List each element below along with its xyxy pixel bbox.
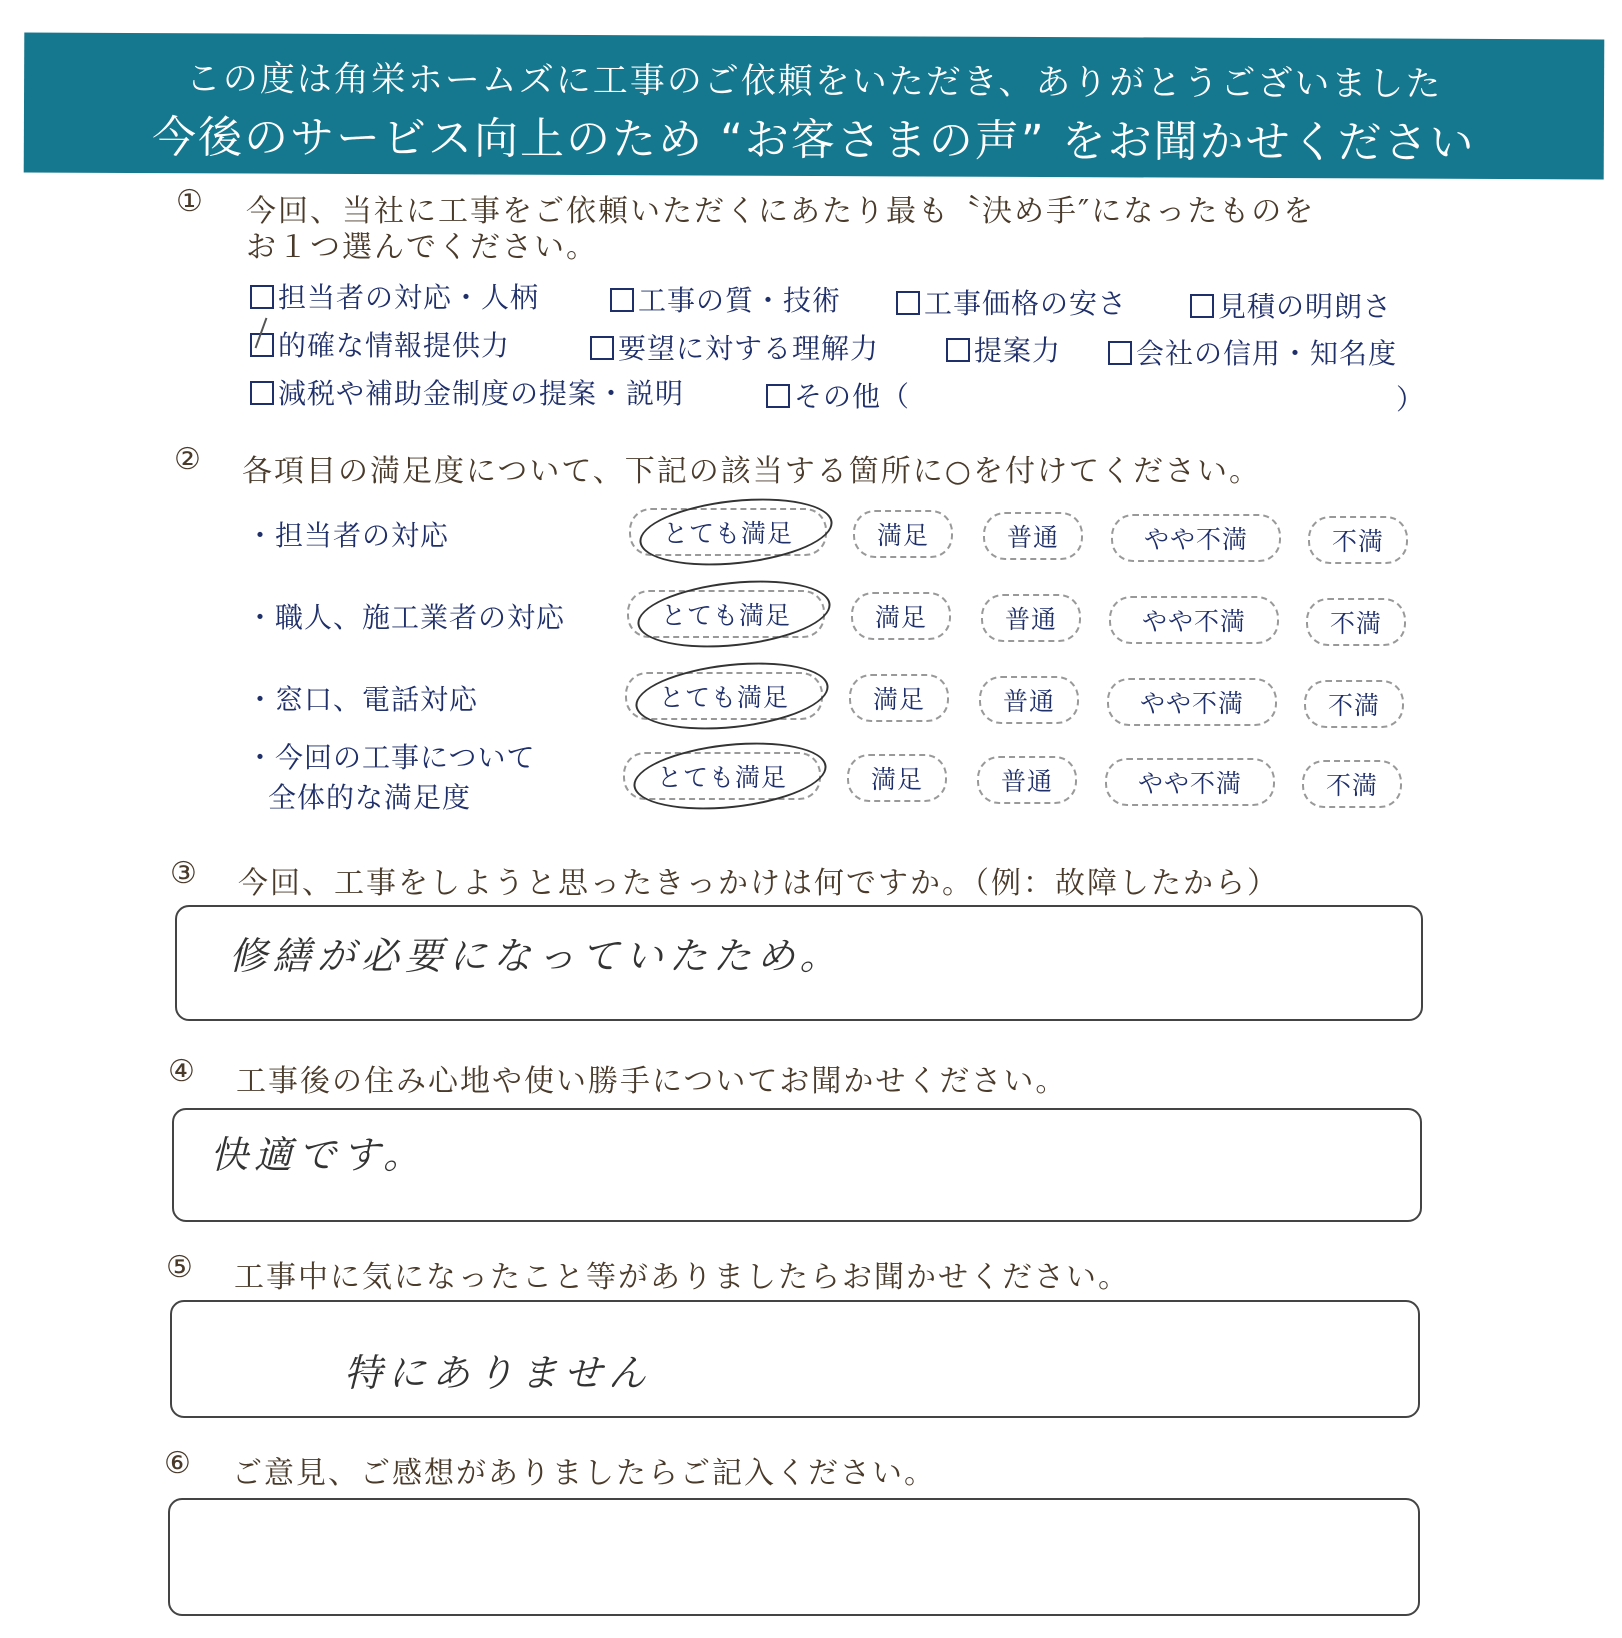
rating-option[interactable] — [849, 674, 949, 722]
q3-answer: 修繕が必要になっていたため。 — [229, 934, 844, 978]
hand-drawn-circle-mark — [634, 572, 834, 656]
rating-item-label: ・窓口、電話対応 — [246, 683, 479, 716]
q1-option[interactable]: 工事の質・技術 — [610, 279, 841, 319]
rating-option-label: 不満 — [1325, 771, 1378, 800]
rating-item-label: ・今回の工事について — [246, 741, 536, 774]
q3-number: ③ — [170, 856, 197, 891]
q1-text-line2: お１つ選んでください。 — [246, 230, 598, 265]
q1-option[interactable]: 会社の信用・知名度 — [1108, 332, 1397, 372]
rating-option-label: やや不満 — [1141, 607, 1246, 636]
checkbox[interactable] — [1108, 341, 1132, 365]
q1-other-close: ） — [1396, 383, 1426, 416]
rating-option-label: 普通 — [1002, 687, 1055, 716]
rating-option-label: とても満足 — [662, 519, 793, 548]
checkbox[interactable] — [250, 381, 274, 405]
rating-option-label: やや不満 — [1139, 689, 1244, 718]
q1-text-line1: 今回、当社に工事をご依頼いただくにあたり最も〝決め手″になったものを — [246, 194, 1316, 229]
q5-answer-box[interactable] — [170, 1300, 1420, 1418]
rating-option[interactable] — [1107, 678, 1277, 726]
rating-option-label: 不満 — [1331, 527, 1384, 556]
rating-option-label: 満足 — [874, 603, 927, 632]
q1-number: ① — [176, 184, 203, 219]
rating-option[interactable] — [983, 512, 1083, 560]
q4-text: 工事後の住み心地や使い勝手についてお聞かせください。 — [236, 1064, 1068, 1099]
q6-number: ⑥ — [164, 1446, 191, 1481]
q2-text: 各項目の満足度について、下記の該当する箇所に○を付けてください。 — [242, 454, 1261, 489]
q4-number: ④ — [168, 1054, 195, 1089]
q1-option[interactable]: 減税や補助金制度の提案・説明 — [250, 372, 684, 412]
hand-drawn-circle-mark — [636, 490, 836, 574]
hand-drawn-circle-mark — [630, 734, 830, 818]
q5-text: 工事中に気になったこと等がありましたらお聞かせください。 — [234, 1260, 1130, 1295]
rating-option-label: 満足 — [872, 685, 925, 714]
q2-number: ② — [174, 442, 201, 477]
q3-text: 今回、工事をしようと思ったきっかけは何ですか。（例：故障したから） — [238, 866, 1279, 901]
header-banner — [24, 33, 1605, 180]
rating-option[interactable] — [1105, 758, 1275, 806]
rating-item-label: 全体的な満足度 — [268, 781, 472, 814]
rating-option[interactable] — [1308, 516, 1408, 564]
q6-answer-box[interactable] — [168, 1498, 1420, 1616]
rating-option[interactable] — [847, 754, 947, 802]
checkbox[interactable] — [610, 288, 634, 312]
rating-option[interactable] — [1109, 596, 1279, 644]
q5-number: ⑤ — [166, 1250, 193, 1285]
rating-option-label: 満足 — [876, 521, 929, 550]
q1-option[interactable]: 的確な情報提供力 — [250, 324, 510, 364]
rating-option[interactable] — [629, 508, 827, 556]
q1-option[interactable]: 提案力 — [946, 329, 1061, 369]
q3-answer-box[interactable] — [175, 905, 1423, 1021]
rating-option-label: 不満 — [1327, 691, 1380, 720]
q1-option[interactable]: 担当者の対応・人柄 — [250, 276, 539, 316]
q5-answer: 特にありません — [344, 1351, 653, 1395]
checkbox-checked[interactable] — [250, 333, 274, 357]
rating-option-label: やや不満 — [1137, 769, 1242, 798]
rating-item-label: ・担当者の対応 — [246, 519, 450, 552]
rating-option-label: やや不満 — [1143, 525, 1248, 554]
rating-option[interactable] — [851, 592, 951, 640]
q4-answer-box[interactable] — [172, 1108, 1422, 1222]
rating-option[interactable] — [1302, 760, 1402, 808]
q1-option[interactable]: 工事価格の安さ — [896, 282, 1127, 322]
rating-option[interactable] — [623, 752, 821, 800]
checkbox[interactable] — [1190, 294, 1214, 318]
q1-option[interactable]: 見積の明朗さ — [1190, 285, 1392, 325]
rating-option[interactable] — [1306, 598, 1406, 646]
header-thanks: この度は角栄ホームズに工事のご依頼をいただき、ありがとうございました — [185, 59, 1443, 105]
rating-item-label: ・職人、施工業者の対応 — [246, 601, 566, 634]
rating-option-label: 満足 — [870, 765, 923, 794]
rating-option-label: 普通 — [1004, 605, 1057, 634]
checkbox[interactable] — [896, 291, 920, 315]
rating-option[interactable] — [853, 510, 953, 558]
checkbox[interactable] — [946, 338, 970, 362]
rating-option[interactable] — [625, 672, 823, 720]
q1-option[interactable]: 要望に対する理解力 — [590, 327, 879, 367]
rating-option-label: 不満 — [1329, 609, 1382, 638]
rating-option-label: 普通 — [1000, 767, 1053, 796]
header-title: 今後のサービス向上のため “お客さまの声” をお聞かせください — [151, 112, 1476, 169]
checkbox[interactable] — [590, 336, 614, 360]
rating-option-label: 普通 — [1006, 523, 1059, 552]
checkbox[interactable] — [250, 285, 274, 309]
rating-option-label: とても満足 — [660, 601, 791, 630]
rating-option[interactable] — [977, 756, 1077, 804]
hand-drawn-circle-mark — [632, 654, 832, 738]
checkbox[interactable] — [766, 384, 790, 408]
rating-option[interactable] — [627, 590, 825, 638]
q4-answer: 快適です。 — [210, 1133, 427, 1177]
q1-option-other[interactable]: その他（ — [766, 375, 910, 415]
rating-option[interactable] — [979, 676, 1079, 724]
q6-text: ご意見、ご感想がありましたらご記入ください。 — [232, 1456, 936, 1491]
rating-option[interactable] — [1111, 514, 1281, 562]
rating-option[interactable] — [1304, 680, 1404, 728]
rating-option-label: とても満足 — [656, 763, 787, 792]
rating-option-label: とても満足 — [658, 683, 789, 712]
rating-option[interactable] — [981, 594, 1081, 642]
